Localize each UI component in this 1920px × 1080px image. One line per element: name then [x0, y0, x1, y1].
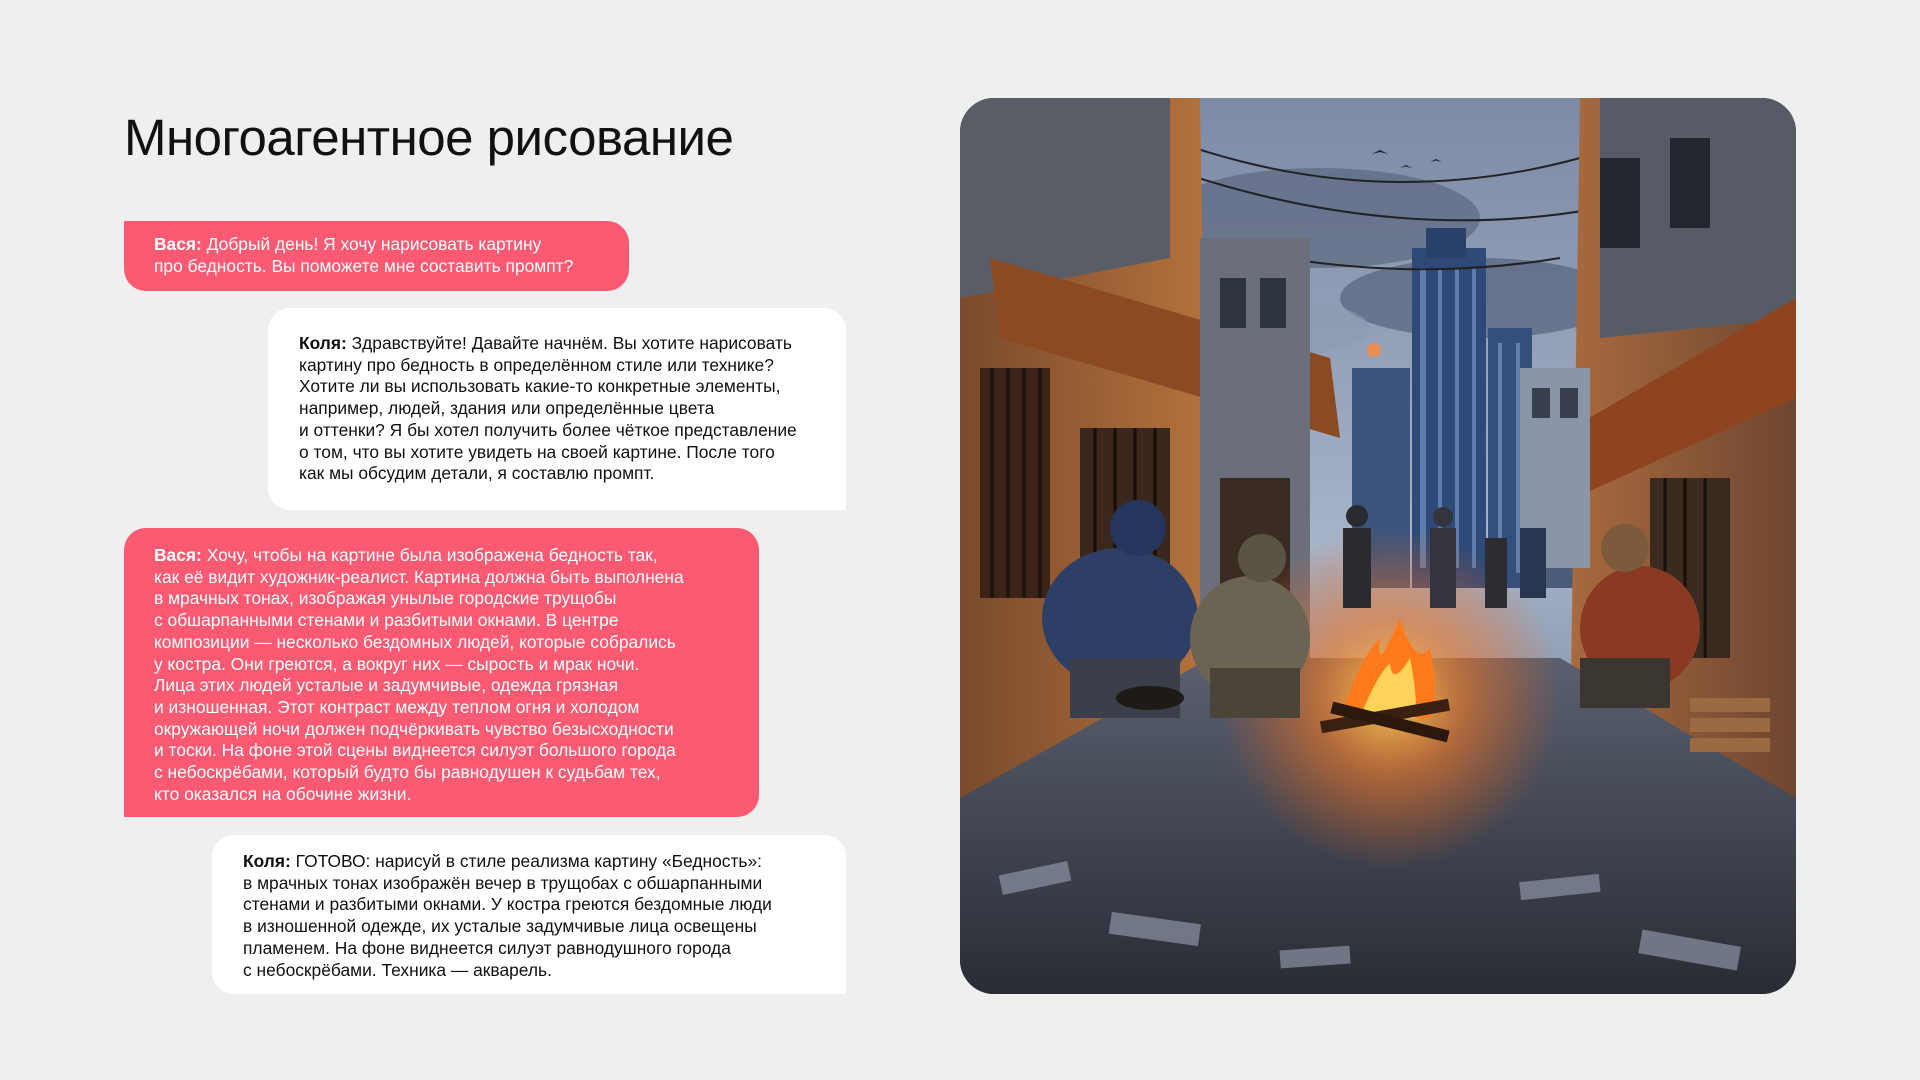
- message-line: и изношенная. Этот контраст между теплом огня и холодом: [154, 696, 640, 717]
- message-line: в мрачных тонах изображён вечер в трущобах с обшарпанными: [243, 872, 763, 893]
- message-text: Добрый день! Я хочу нарисовать картину: [206, 234, 542, 254]
- message-line: Лица этих людей усталые и задумчивые, одежда грязная: [154, 675, 618, 696]
- chat-message-vasya: [124, 221, 629, 291]
- crate: [1690, 698, 1770, 752]
- message-line: с обшарпанными стенами и разбитыми окнами. В центре: [154, 610, 619, 631]
- message-line: как мы обсудим детали, я составлю промпт.: [299, 463, 655, 484]
- message-line: [154, 234, 609, 256]
- message-line: и тоски. На фоне этой сцены виднеется силуэт большого города: [154, 740, 676, 761]
- chat-message-vasya: [124, 528, 759, 817]
- speaker-name: Коля:: [299, 333, 347, 353]
- message-line: Хотите ли вы использовать какие-то конкретные элементы,: [299, 376, 781, 397]
- message-text: ГОТОВО: нарисуй в стиле реализма картину «Бедность»:: [295, 851, 762, 871]
- message-line: пламенем. На фоне виднеется силуэт равнодушного города: [243, 937, 731, 958]
- message-line: [154, 545, 739, 567]
- chat-message-kolya: [212, 835, 846, 994]
- message-text: Здравствуйте! Давайте начнём. Вы хотите нарисовать: [351, 333, 792, 353]
- message-line: окружающей ночи должен подчёркивать чувство безысходности: [154, 718, 674, 739]
- message-line: в мрачных тонах, изображая унылые городские трущобы: [154, 588, 617, 609]
- message-line: с небоскрёбами, который будто бы равнодушен к судьбам тех,: [154, 762, 661, 783]
- message-line: и оттенки? Я бы хотел получить более чёткое представление: [299, 419, 797, 440]
- chat-message-kolya: [268, 308, 846, 510]
- message-line: [299, 333, 826, 355]
- page-title: Многоагентное рисование: [124, 109, 734, 166]
- message-line: например, людей, здания или определённые цвета: [299, 398, 715, 419]
- message-line: стенами и разбитыми окнами. У костра греются бездомные люди: [243, 894, 772, 915]
- speaker-name: Коля:: [243, 851, 291, 871]
- message-line: картину про бедность в определённом стиле или технике?: [299, 354, 774, 375]
- message-line: композиции — несколько бездомных людей, которые собрались: [154, 631, 676, 652]
- speaker-name: Вася:: [154, 234, 202, 254]
- message-line: про бедность. Вы поможете мне составить промпт?: [154, 255, 574, 276]
- message-line: [243, 851, 826, 873]
- message-line: как её видит художник-реалист. Картина должна быть выполнена: [154, 566, 684, 587]
- message-line: о том, что вы хотите увидеть на своей картине. После того: [299, 441, 775, 462]
- message-line: в изношенной одежде, их усталые задумчивые лица освещены: [243, 916, 757, 937]
- message-text: Хочу, чтобы на картине была изображена бедность так,: [206, 545, 658, 565]
- message-line: кто оказался на обочине жизни.: [154, 783, 412, 804]
- message-line: у костра. Они греются, а вокруг них — сырость и мрак ночи.: [154, 653, 640, 674]
- painting-illustration: [960, 98, 1796, 994]
- generated-painting: [960, 98, 1796, 994]
- message-line: с небоскрёбами. Техника — акварель.: [243, 959, 552, 980]
- speaker-name: Вася:: [154, 545, 202, 565]
